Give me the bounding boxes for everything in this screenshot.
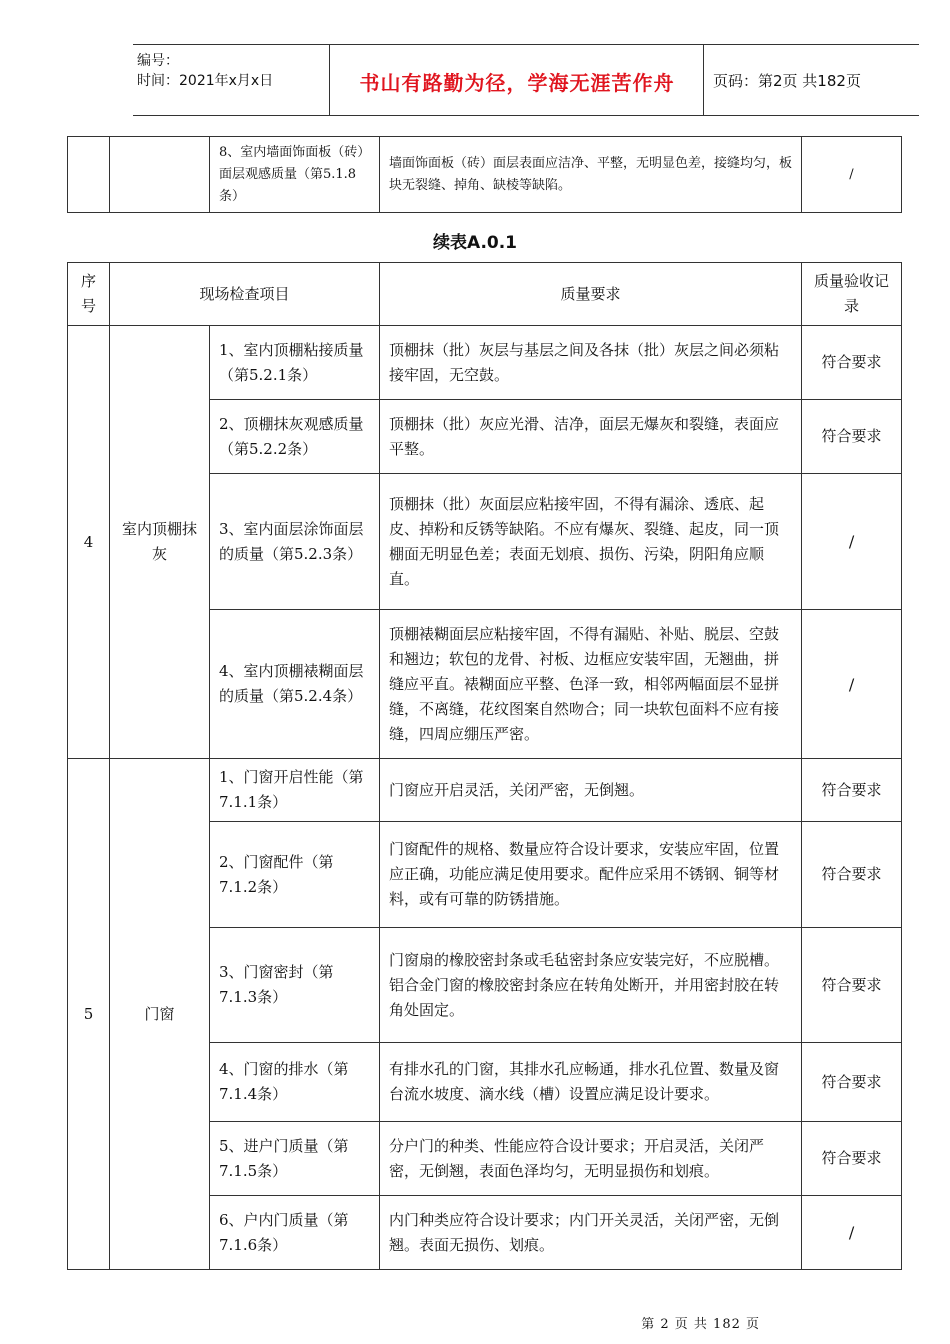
record-cell: 符合要求 xyxy=(802,1122,902,1196)
item-cell: 8、室内墙面饰面板（砖）面层观感质量（第5.1.8条） xyxy=(210,137,380,213)
header-record: 质量验收记录 xyxy=(802,263,902,326)
header-divider xyxy=(703,45,704,115)
item-cell: 3、门窗密封（第7.1.3条） xyxy=(210,928,380,1043)
record-cell: 符合要求 xyxy=(802,326,902,400)
requirement-cell: 顶棚裱糊面层应粘接牢固，不得有漏贴、补贴、脱层、空鼓和翘边；软包的龙骨、衬板、边框应安装牢固，无翘曲，拼缝应平直。裱糊面应平整、色泽一致，相邻两幅面层不显拼缝，不离缝，花纹图案自然吻合；同一块软包面料不应有接缝，四周应绷压严密。 xyxy=(380,610,802,759)
item-cell: 2、顶棚抹灰观感质量（第5.2.2条） xyxy=(210,400,380,474)
table-header-row xyxy=(68,263,902,326)
item-cell: 4、门窗的排水（第7.1.4条） xyxy=(210,1043,380,1122)
record-cell: 符合要求 xyxy=(802,928,902,1043)
record-cell: 符合要求 xyxy=(802,1043,902,1122)
group-no: 4 xyxy=(68,326,110,759)
continuation-table xyxy=(67,136,902,213)
table-row xyxy=(68,326,902,400)
requirement-cell: 内门种类应符合设计要求；内门开关灵活，关闭严密，无倒翘。表面无损伤、划痕。 xyxy=(380,1196,802,1270)
record-cell: 符合要求 xyxy=(802,759,902,822)
requirement-cell: 顶棚抹（批）灰应光滑、洁净，面层无爆灰和裂缝，表面应平整。 xyxy=(380,400,802,474)
requirement-cell: 分户门的种类、性能应符合设计要求；开启灵活，关闭严密，无倒翘，表面色泽均匀，无明显损伤和划痕。 xyxy=(380,1122,802,1196)
record-cell: / xyxy=(802,137,902,213)
requirement-cell: 顶棚抹（批）灰面层应粘接牢固，不得有漏涂、透底、起皮、掉粉和反锈等缺陷。不应有爆灰、裂缝、起皮，同一顶棚面无明显色差；表面无划痕、损伤、污染，阴阳角应顺直。 xyxy=(380,474,802,610)
requirement-cell: 有排水孔的门窗，其排水孔应畅通，排水孔位置、数量及窗台流水坡度、滴水线（槽）设置应满足设计要求。 xyxy=(380,1043,802,1122)
table-row xyxy=(68,137,902,213)
record-cell: / xyxy=(802,1196,902,1270)
item-cell: 1、门窗开启性能（第7.1.1条） xyxy=(210,759,380,822)
group-name: 室内顶棚抹灰 xyxy=(110,326,210,759)
no-cell xyxy=(68,137,110,213)
header-no: 序号 xyxy=(68,263,110,326)
page-footer: 第 2 页 共 182 页 xyxy=(641,1317,760,1332)
requirement-cell: 顶棚抹（批）灰层与基层之间及各抹（批）灰层之间必须粘接牢固，无空鼓。 xyxy=(380,326,802,400)
header-motto: 书山有路勤为径，学海无涯苦作舟 xyxy=(359,71,675,95)
table-row xyxy=(68,759,902,822)
table-caption: 续表A.0.1 xyxy=(432,233,518,253)
group-no: 5 xyxy=(68,759,110,1270)
header-item: 现场检查项目 xyxy=(110,263,380,326)
header-requirement: 质量要求 xyxy=(380,263,802,326)
record-cell: / xyxy=(802,610,902,759)
item-cell: 6、户内门质量（第7.1.6条） xyxy=(210,1196,380,1270)
doc-code-label: 编号： xyxy=(137,53,179,69)
requirement-cell: 墙面饰面板（砖）面层表面应洁净、平整，无明显色差，接缝均匀，板块无裂缝、掉角、缺棱等缺陷。 xyxy=(380,137,802,213)
header-meta xyxy=(137,51,273,91)
header-divider xyxy=(329,45,330,115)
inspection-table xyxy=(67,262,902,1270)
record-cell: / xyxy=(802,474,902,610)
item-cell: 5、进户门质量（第7.1.5条） xyxy=(210,1122,380,1196)
group-name: 门窗 xyxy=(110,759,210,1270)
record-cell: 符合要求 xyxy=(802,400,902,474)
item-cell: 3、室内面层涂饰面层的质量（第5.2.3条） xyxy=(210,474,380,610)
category-cell xyxy=(110,137,210,213)
header-page-info: 页码：第2页 共182页 xyxy=(713,72,861,90)
page-header xyxy=(133,44,919,116)
doc-time: 时间：2021年x月x日 xyxy=(137,73,274,89)
record-cell: 符合要求 xyxy=(802,822,902,928)
item-cell: 4、室内顶棚裱糊面层的质量（第5.2.4条） xyxy=(210,610,380,759)
requirement-cell: 门窗应开启灵活，关闭严密，无倒翘。 xyxy=(380,759,802,822)
requirement-cell: 门窗配件的规格、数量应符合设计要求，安装应牢固，位置应正确，功能应满足使用要求。配件应采用不锈钢、铜等材料，或有可靠的防锈措施。 xyxy=(380,822,802,928)
requirement-cell: 门窗扇的橡胶密封条或毛毡密封条应安装完好，不应脱槽。铝合金门窗的橡胶密封条应在转角处断开，并用密封胶在转角处固定。 xyxy=(380,928,802,1043)
item-cell: 2、门窗配件（第7.1.2条） xyxy=(210,822,380,928)
item-cell: 1、室内顶棚粘接质量（第5.2.1条） xyxy=(210,326,380,400)
